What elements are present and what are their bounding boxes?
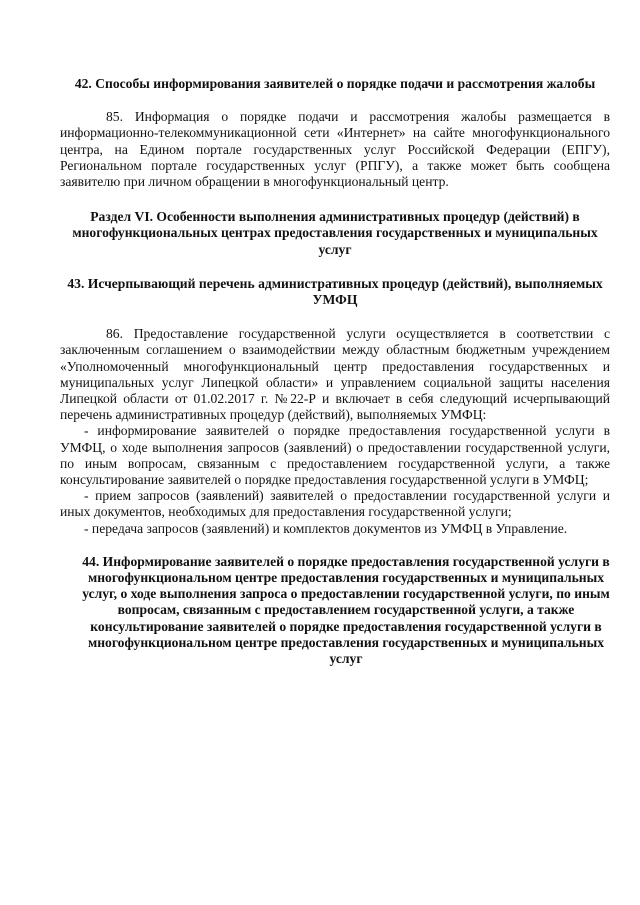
list-item-transfer: - передача запросов (заявлений) и комплектов документов из УМФЦ в Управление. [84,520,568,536]
section-vi-heading: Раздел VI. Особенности выполнения административных процедур (действий) в многофункциональных центрах предоставления государственных и муниципальных услуг [72,209,598,257]
section-42-heading: 42. Способы информирования заявителей о порядке подачи и рассмотрения жалобы [74,76,596,91]
paragraph-85: 85. Информация о порядке подачи и рассмотрения жалобы размещается в информационно-телекоммуникационной сети «Интернет» на сайте многофункционального центра, на Едином портале государственных услуг Российской Федерации (ЕПГУ), Региональном портале государственных услуг (РПГУ), а также может быть сообщена заявителю при личном обращении в многофункциональный центр. [60,109,610,190]
paragraph-86: 86. Предоставление государственной услуги осуществляется в соответствии с заключенным соглашением о взаимодействии между областным бюджетным учреждением «Уполномоченный многофункциональный центр предоставления государственных и муниципальных услуг Липецкой области» и управлением социальной защиты населения Липецкой области от 01.02.2017 г. №22-Р и включает в себя следующий исчерпывающий перечень административных процедур (действий), выполняемых УМФЦ: [60,326,610,423]
section-44-heading: 44. Информирование заявителей о порядке предоставления государственной услуги в многофункциональном центре предоставления государственных и муниципальных услуг, о ходе выполнения запроса о предоставлении государственной услуги, по иным вопросам, связанным с предоставлением государственной услуги, а также консультирование заявителей о порядке предоставления государственной услуги в многофункциональном центре предоставления государственных и муниципальных услуг [82,553,610,667]
list-item-reception: - прием запросов (заявлений) заявителей о предоставлении государственной услуги и иных документов, необходимых для предоставления государственной услуги; [60,488,610,520]
document-page [60,76,610,667]
list-item-informing: - информирование заявителей о порядке предоставления государственной услуги в УМФЦ, о ходе выполнения запросов (заявлений) о предоставлении государственной услуги, по иным вопросам, связанным с предоставлением государственной услуги, а также консультирование заявителей о порядке предоставления государственной услуги в УМФЦ; [60,423,610,488]
section-43-heading: 43. Исчерпывающий перечень административных процедур (действий), выполняемых УМФЦ [67,275,603,308]
